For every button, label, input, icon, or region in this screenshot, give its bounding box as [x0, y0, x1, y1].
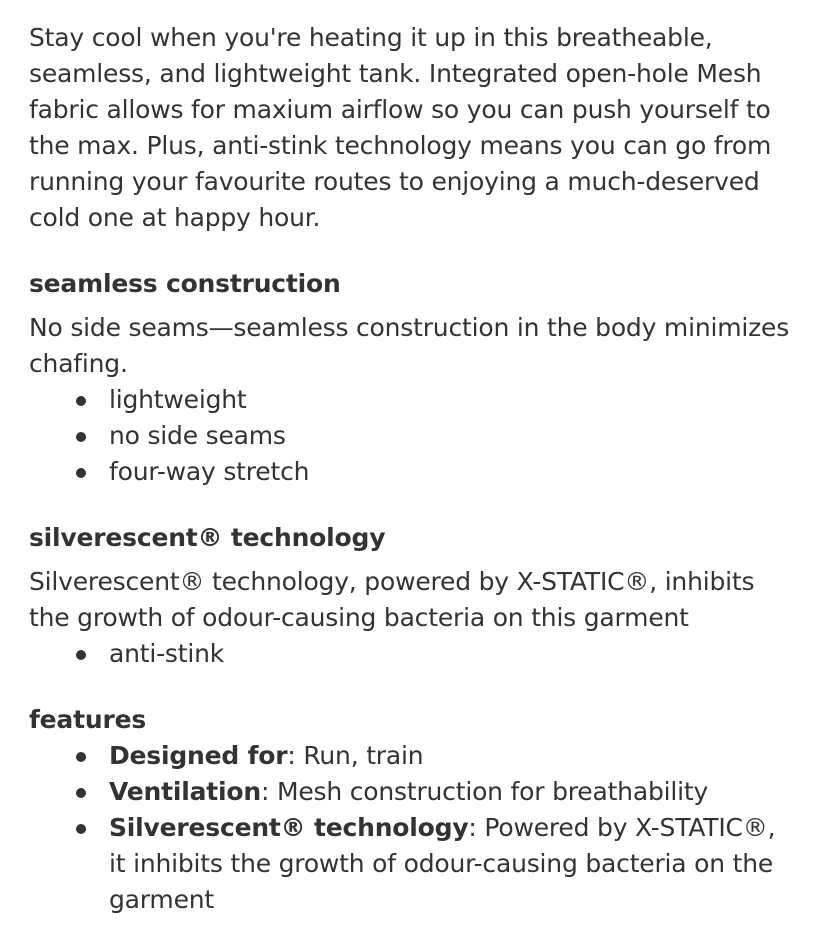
bullet-icon: [76, 468, 86, 478]
list-item: [29, 636, 799, 672]
bullet-icon: [76, 824, 86, 834]
section-seamless-construction: [29, 266, 799, 490]
feature-item: [29, 738, 799, 774]
bullet-icon: [76, 650, 86, 660]
list-item: [29, 418, 799, 454]
list-item-text: lightweight: [109, 385, 247, 414]
bullet-list: [29, 636, 799, 672]
features-list: [29, 738, 799, 918]
bullet-list: [29, 382, 799, 490]
intro-paragraph: Stay cool when you're heating it up in this breatheable, seamless, and lightweight tank. Integrated open-hole Mesh fabric allows for maxium airflow so you can push yourself to the max. Plus, anti-stink technology means you can go from running your favourite routes to enjoying a much-deserved cold one at happy hour.: [29, 23, 772, 232]
list-item-text: no side seams: [109, 421, 286, 450]
bullet-icon: [76, 788, 86, 798]
list-item-text: four-way stretch: [109, 457, 310, 486]
feature-label: Ventilation: [109, 777, 261, 806]
feature-label: Designed for: [109, 741, 288, 770]
product-description: [29, 20, 799, 948]
list-item: [29, 382, 799, 418]
list-item-text: anti-stink: [109, 639, 225, 668]
section-description: No side seams—seamless construction in the body minimizes chafing.: [29, 313, 790, 378]
bullet-icon: [76, 752, 86, 762]
bullet-icon: [76, 432, 86, 442]
section-heading: silverescent® technology: [29, 523, 386, 552]
section-heading: features: [29, 705, 147, 734]
feature-text: : Mesh construction for breathability: [261, 777, 709, 806]
feature-label: Silverescent® technology: [109, 813, 469, 842]
feature-item: [29, 810, 799, 918]
feature-text: : Powered by X-STATIC®, it inhibits the growth of odour-causing bacteria on the garment: [109, 813, 776, 914]
section-silverescent-technology: [29, 520, 799, 672]
section-features: [29, 702, 799, 918]
feature-item: [29, 774, 799, 810]
section-heading: seamless construction: [29, 269, 341, 298]
list-item: [29, 454, 799, 490]
bullet-icon: [76, 396, 86, 406]
feature-text: : Run, train: [287, 741, 424, 770]
section-description: Silverescent® technology, powered by X-STATIC®, inhibits the growth of odour-causing bacteria on this garment: [29, 567, 755, 632]
